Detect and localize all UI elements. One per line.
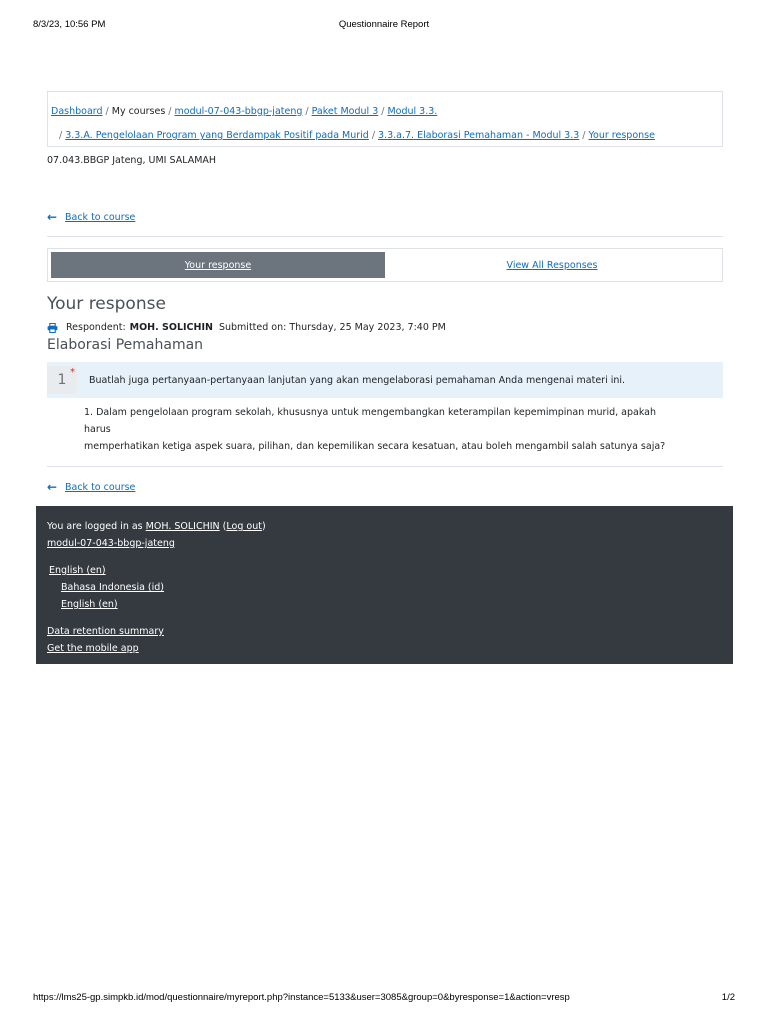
data-retention-link[interactable]: Data retention summary [47,626,164,637]
breadcrumb-dashboard[interactable]: Dashboard [51,106,103,117]
breadcrumb-separator: / [381,106,385,117]
divider [47,236,723,237]
user-link[interactable]: MOH. SOLICHIN [145,521,220,532]
breadcrumb-separator: / [105,106,109,117]
divider [47,466,723,467]
page-title: Your response [47,294,166,314]
breadcrumb-paket-modul[interactable]: Paket Modul 3 [311,106,379,117]
language-option-english[interactable]: English (en) [61,599,118,610]
printer-icon[interactable] [47,323,58,333]
mobile-app-row [47,640,722,657]
data-retention-row [47,623,722,640]
tab-your-response-label: Your response [184,259,252,271]
back-to-course-link[interactable]: Back to course [65,211,136,223]
tab-view-all-responses[interactable] [385,252,719,278]
language-menu [47,562,722,579]
language-option-en [47,596,722,613]
context-header: 07.043.BBGP Jateng, UMI SALAMAH [47,155,217,166]
respondent-info [47,322,446,333]
print-url: https://lms25-gp.simpkb.id/mod/questionnaire/myreport.php?instance=5133&user=3085&group=0&byresponse=1&action=vresp [33,992,570,1003]
answer-line: memperhatikan ketiga aspek suara, pilihan, dan kepemilikan secara kesatuan, atau boleh mengambil salah satunya saja? [84,441,666,452]
breadcrumb [47,91,723,147]
login-info: You are logged in as MOH. SOLICHIN (Log out) [47,521,266,532]
section-heading: Elaborasi Pemahaman [47,337,204,353]
tab-your-response[interactable] [51,252,385,278]
question-number [47,366,77,394]
logout-link[interactable]: Log out [226,521,262,532]
question-container [47,362,723,398]
required-icon: * [70,367,75,378]
breadcrumb-separator: / [168,106,172,117]
response-tabs [47,248,723,282]
language-option-bahasa-indonesia[interactable]: Bahasa Indonesia (id) [61,582,165,593]
breadcrumb-separator: / [582,130,586,141]
question-number-value: 1 [57,372,67,388]
respondent-label: Respondent: [66,322,126,333]
arrow-left-icon: ← [47,210,58,224]
answer-text [84,404,684,455]
breadcrumb-my-courses: My courses [111,106,166,117]
footer-course-link[interactable]: modul-07-043-bbgp-jateng [47,538,175,549]
breadcrumb-separator: / [305,106,309,117]
page-footer [36,506,733,664]
back-to-course-top[interactable] [47,210,135,224]
breadcrumb-your-response[interactable]: Your response [588,130,655,141]
print-date: 8/3/23, 10:56 PM [33,19,106,30]
language-selector[interactable]: English (en) [49,565,106,576]
course-link-row [47,535,722,552]
breadcrumb-row-2 [51,124,719,148]
arrow-left-icon: ← [47,480,58,494]
print-header [33,19,735,31]
breadcrumb-course[interactable]: modul-07-043-bbgp-jateng [174,106,303,117]
back-to-course-link[interactable]: Back to course [65,481,136,493]
page-number: 1/2 [721,992,735,1003]
print-title: Questionnaire Report [338,19,430,30]
language-option-id [47,579,722,596]
breadcrumb-modul[interactable]: Modul 3.3. [387,106,438,117]
question-text: Buatlah juga pertanyaan-pertanyaan lanjutan yang akan mengelaborasi pemahaman Anda mengenai materi ini. [89,374,626,386]
breadcrumb-section[interactable]: 3.3.A. Pengelolaan Program yang Berdampak Positif pada Murid [65,130,369,141]
logged-in-prefix: You are logged in as [47,521,143,532]
submitted-on: Submitted on: Thursday, 25 May 2023, 7:40 PM [218,322,446,333]
mobile-app-link[interactable]: Get the mobile app [47,643,139,654]
breadcrumb-separator: / [371,130,376,141]
breadcrumb-separator: / [59,130,63,141]
respondent-name: MOH. SOLICHIN [129,322,213,333]
print-footer [33,992,735,1004]
back-to-course-bottom[interactable] [47,480,135,494]
tab-view-all-responses-label: View All Responses [506,259,598,271]
breadcrumb-row-1 [51,100,719,124]
answer-line: 1. Dalam pengelolaan program sekolah, khususnya untuk mengembangkan keterampilan kepemimpinan murid, apakah harus [84,407,657,435]
breadcrumb-activity[interactable]: 3.3.a.7. Elaborasi Pemahaman - Modul 3.3 [378,130,580,141]
